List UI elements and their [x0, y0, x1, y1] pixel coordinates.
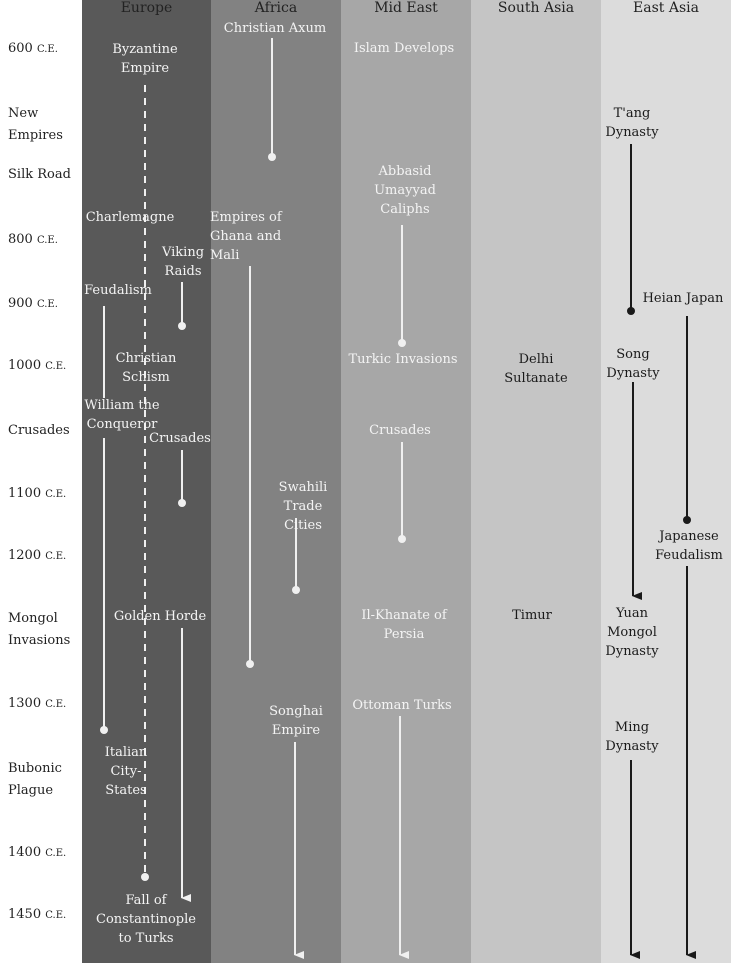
mideast-column — [341, 0, 471, 963]
event-ghana: Empires of Ghana and Mali — [210, 210, 282, 263]
era-suffix: C.E. — [36, 299, 58, 310]
event-songhai: Songhai Empire — [269, 704, 323, 738]
event-feudalism: Feudalism — [84, 283, 152, 298]
era-suffix: C.E. — [45, 910, 67, 921]
event-song: Song Dynasty — [606, 347, 660, 381]
eastasia-header: East Asia — [633, 0, 699, 16]
era-suffix: C.E. — [45, 848, 67, 859]
row-600: 600 C.E. — [8, 41, 58, 56]
mideast-header: Mid East — [374, 0, 438, 16]
event-tang: T'ang Dynasty — [605, 106, 659, 140]
row-1000: 1000 C.E. — [8, 358, 67, 373]
event-william: William the Conqueror — [84, 398, 160, 432]
event-delhi: Delhi Sultanate — [504, 352, 568, 386]
row-900: 900 C.E. — [8, 296, 58, 311]
row-1450: 1450 C.E. — [8, 907, 67, 922]
row-mongol — [8, 608, 78, 652]
event-ottoman: Ottoman Turks — [352, 698, 452, 713]
event-golden-horde: Golden Horde — [113, 609, 207, 624]
event-yuan: Yuan Mongol Dynasty — [605, 606, 659, 659]
row-crusades: Crusades — [8, 423, 70, 438]
event-charlemagne: Charlemagne — [85, 210, 175, 225]
event-viking: Viking Raids — [161, 245, 205, 279]
era-suffix: C.E. — [45, 551, 67, 562]
row-new-empires — [8, 103, 74, 147]
event-abbasid: Abbasid Umayyad Caliphs — [374, 164, 436, 217]
era-suffix: C.E. — [45, 489, 67, 500]
event-heian: Heian Japan — [642, 291, 724, 306]
event-mideast-crusades: Crusades — [369, 423, 431, 438]
row-1300: 1300 C.E. — [8, 696, 67, 711]
event-ilkhanate: Il-Khanate of Persia — [361, 608, 447, 642]
era-suffix: C.E. — [36, 44, 58, 55]
event-axum: Christian Axum — [223, 21, 327, 36]
row-plague-text: Bubonic Plague — [8, 761, 62, 798]
row-mongol-text: Mongol Invasions — [8, 611, 71, 648]
event-ming: Ming Dynasty — [605, 720, 659, 754]
row-800: 800 C.E. — [8, 232, 58, 247]
africa-header: Africa — [254, 0, 298, 16]
southasia-header: South Asia — [497, 0, 575, 16]
event-schism: Christian Schism — [115, 351, 177, 385]
event-fall: Fall of Constantinople to Turks — [96, 893, 196, 946]
era-suffix: C.E. — [36, 235, 58, 246]
row-1400: 1400 C.E. — [8, 845, 67, 860]
europe-header: Europe — [120, 0, 173, 16]
row-silk-road: Silk Road — [8, 167, 71, 182]
event-italian: Italian City-States — [104, 745, 148, 798]
event-turkic: Turkic Invasions — [348, 352, 458, 367]
southasia-column — [471, 0, 601, 963]
row-plague — [8, 758, 70, 802]
eastasia-column — [601, 0, 731, 963]
row-new-empires-text: New Empires — [8, 106, 63, 143]
row-1200: 1200 C.E. — [8, 548, 67, 563]
era-suffix: C.E. — [45, 361, 67, 372]
event-islam: Islam Develops — [353, 41, 455, 56]
event-jfeudal: Japanese Feudalism — [655, 529, 723, 563]
event-europe-crusades: Crusades — [149, 431, 211, 446]
event-byzantine: Byzantine Empire — [112, 42, 178, 76]
event-timur: Timur — [512, 608, 552, 623]
europe-column — [82, 0, 211, 963]
event-swahili: Swahili Trade Cities — [278, 480, 328, 533]
era-suffix: C.E. — [45, 699, 67, 710]
row-1100: 1100 C.E. — [8, 486, 67, 501]
